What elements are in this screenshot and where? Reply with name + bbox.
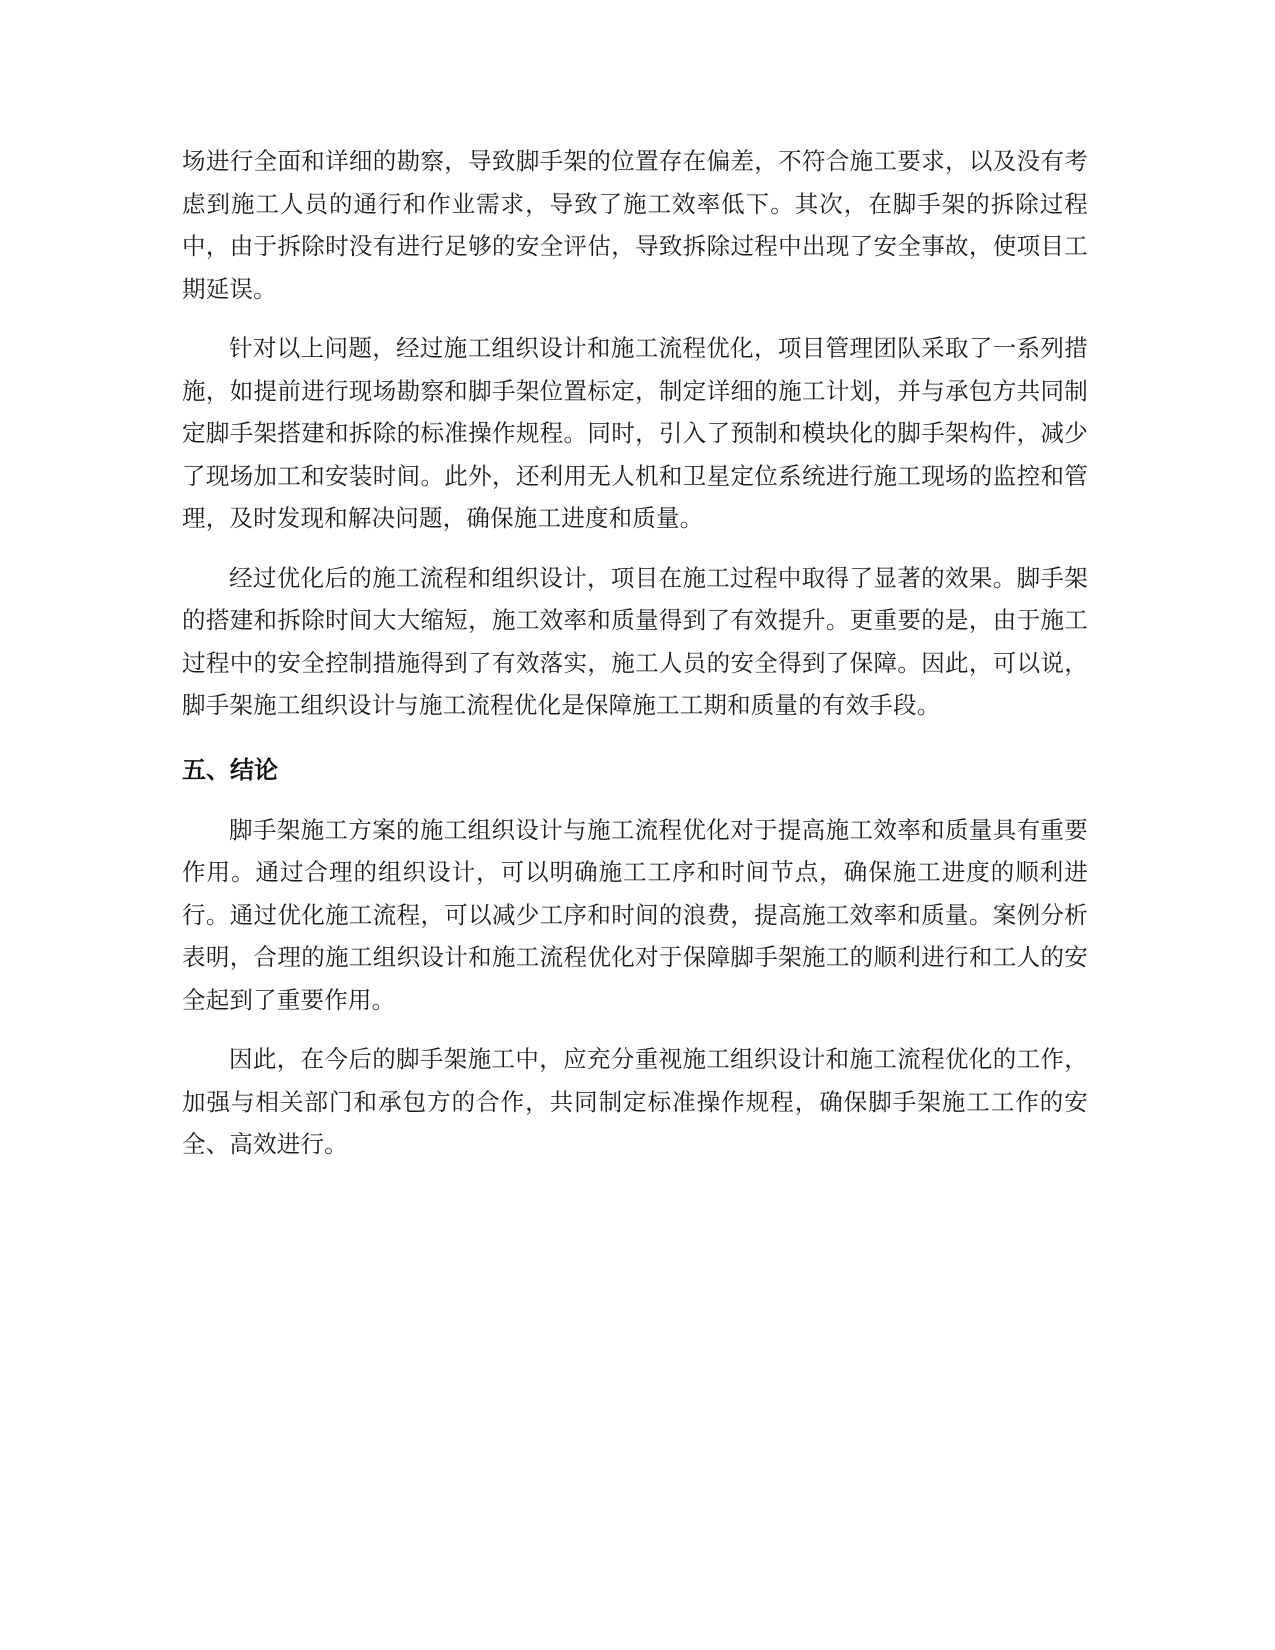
paragraph-results: 经过优化后的施工流程和组织设计，项目在施工过程中取得了显著的效果。脚手架的搭建和拆除时间大大缩短，施工效率和质量得到了有效提升。更重要的是，由于施工过程中的安全控制措施得到了有效落实，施工人员的安全得到了保障。因此，可以说，脚手架施工组织设计与施工流程优化是保障施工工期和质量的有效手段。 [182, 563, 1088, 719]
document-page [182, 140, 1088, 1166]
paragraph-conclusion-1: 脚手架施工方案的施工组织设计与施工流程优化对于提高施工效率和质量具有重要作用。通过合理的组织设计，可以明确施工工序和时间节点，确保施工进度的顺利进行。通过优化施工流程，可以减少工序和时间的浪费，提高施工效率和质量。案例分析表明，合理的施工组织设计和施工流程优化对于保障脚手架施工的顺利进行和工人的安全起到了重要作用。 [182, 815, 1088, 1014]
paragraph-continued: 场进行全面和详细的勘察，导致脚手架的位置存在偏差，不符合施工要求，以及没有考虑到施工人员的通行和作业需求，导致了施工效率低下。其次，在脚手架的拆除过程中，由于拆除时没有进行足够的安全评估，导致拆除过程中出现了安全事故，使项目工期延误。 [182, 147, 1088, 303]
paragraph-measures: 针对以上问题，经过施工组织设计和施工流程优化，项目管理团队采取了一系列措施，如提前进行现场勘察和脚手架位置标定，制定详细的施工计划，并与承包方共同制定脚手架搭建和拆除的标准操作规程。同时，引入了预制和模块化的脚手架构件，减少了现场加工和安装时间。此外，还利用无人机和卫星定位系统进行施工现场的监控和管理，及时发现和解决问题，确保施工进度和质量。 [182, 334, 1088, 532]
paragraph-conclusion-2: 因此，在今后的脚手架施工中，应充分重视施工组织设计和施工流程优化的工作，加强与相关部门和承包方的合作，共同制定标准操作规程，确保脚手架施工工作的安全、高效进行。 [182, 1045, 1088, 1158]
section-heading-conclusion: 五、结论 [182, 755, 278, 784]
